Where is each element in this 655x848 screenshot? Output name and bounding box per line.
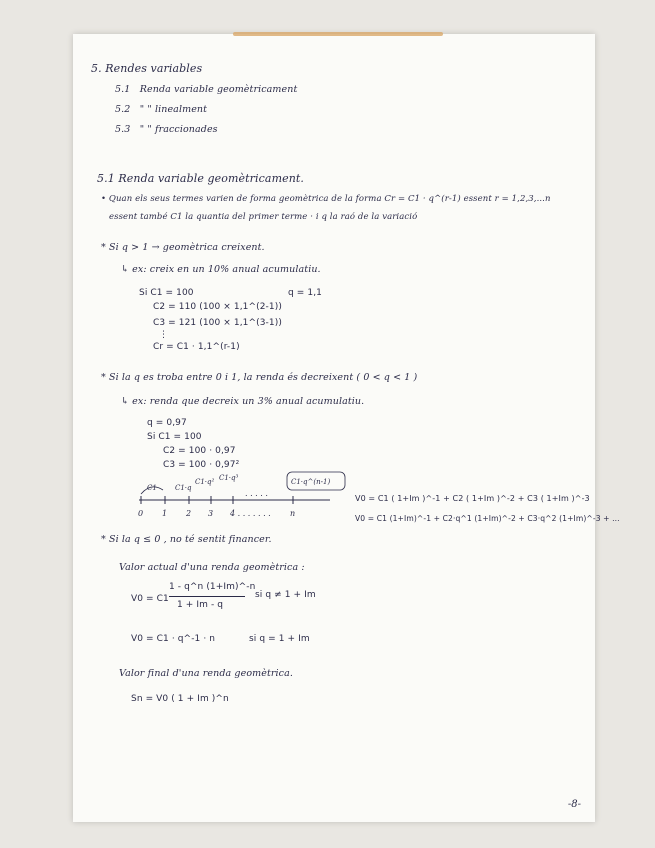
timeline-label: C1·q³ (219, 474, 239, 482)
toc-text: " " fraccionades (139, 124, 218, 135)
toc-num: 5.1 (115, 84, 131, 95)
case2-line: C2 = 100 · 0,97 (163, 446, 236, 456)
intro-line-2: essent també C1 la quantia del primer terme · i q la raó de la variació (109, 212, 418, 222)
timeline-tick-label: n (290, 509, 296, 518)
timeline-label: C1·q (175, 484, 192, 492)
toc-text: Renda variable geomètricament (139, 84, 298, 95)
case2-title: * Si la q es troba entre 0 i 1, la renda és decreixent ( 0 < q < 1 ) (101, 372, 418, 383)
timeline-tick-label: 1 (162, 509, 168, 518)
formula2: V0 = C1 · q^-1 · n (131, 634, 216, 644)
timeline-tick-label: 3 (208, 509, 214, 518)
toc-text: " " linealment (139, 104, 208, 115)
notebook-page (73, 34, 620, 822)
timeline-label: C1·q^(n-1) (291, 478, 331, 486)
tape-strip (233, 32, 443, 36)
toc-item-1 (115, 84, 297, 95)
case3-title: * Si la q ≤ 0 , no té sentit financer. (101, 534, 272, 545)
formula2-condition: si q = 1 + Im (249, 634, 310, 644)
case1-line: C2 = 110 (100 × 1,1^(2-1)) (153, 302, 282, 312)
toc-item-3 (115, 124, 218, 135)
case2-line: q = 0,97 (147, 418, 187, 428)
page-heading: 5. Rendes variables (91, 62, 203, 75)
case1-line: Cr = C1 · 1,1^(r-1) (153, 342, 240, 352)
case1-line: Si C1 = 100 (139, 288, 194, 298)
case1-line: C3 = 121 (100 × 1,1^(3-1)) (153, 318, 282, 328)
cashflow-timeline (135, 466, 375, 526)
final-value-title: Valor final d'una renda geomètrica. (119, 668, 293, 679)
timeline-dots: . . . . . (245, 489, 268, 498)
timeline-label: C1·q² (195, 478, 215, 486)
case1-example: ↳ ex: creix en un 10% anual acumulatiu. (121, 264, 321, 275)
v0-line-2: V0 = C1 (1+Im)^-1 + C2·q^1 (1+Im)^-2 + C3·q^2 (1+Im)^-3 + ... (355, 514, 620, 523)
timeline-tick-label: 4 . . . . . . . (230, 509, 271, 518)
timeline-tick-label: 0 (138, 509, 144, 518)
toc-item-2 (115, 104, 207, 115)
actual-value-title: Valor actual d'una renda geomètrica : (119, 562, 305, 573)
formula1-denominator: 1 + Im - q (177, 600, 224, 610)
formula3: Sn = V0 ( 1 + Im )^n (131, 694, 229, 704)
case1-line: ⋮ (159, 330, 169, 340)
timeline-label: C1 (147, 484, 157, 492)
timeline-tick-label: 2 (186, 509, 192, 518)
formula1-left: V0 = C1 (131, 594, 169, 604)
section-title: 5.1 Renda variable geomètricament. (97, 172, 305, 185)
case2-line: C3 = 100 · 0,97² (163, 460, 240, 470)
formula1-numerator: 1 - q^n (1+Im)^-n (169, 582, 256, 592)
page-number: -8- (567, 799, 581, 810)
formula1-condition: si q ≠ 1 + Im (255, 590, 316, 600)
case2-line: Si C1 = 100 (147, 432, 202, 442)
case1-title: * Si q > 1 → geomètrica creixent. (101, 242, 265, 253)
intro-line-1: • Quan els seus termes varien de forma geomètrica de la forma Cr = C1 · q^(r-1) essent r = 1,2,3,...n (101, 194, 551, 204)
v0-line-1: V0 = C1 ( 1+Im )^-1 + C2 ( 1+Im )^-2 + C3 ( 1+Im )^-3 (355, 494, 590, 503)
case2-example: ↳ ex: renda que decreix un 3% anual acumulatiu. (121, 396, 365, 407)
fraction-bar (169, 596, 245, 597)
case1-q: q = 1,1 (288, 288, 322, 298)
toc-num: 5.2 (115, 104, 131, 115)
toc-num: 5.3 (115, 124, 131, 135)
